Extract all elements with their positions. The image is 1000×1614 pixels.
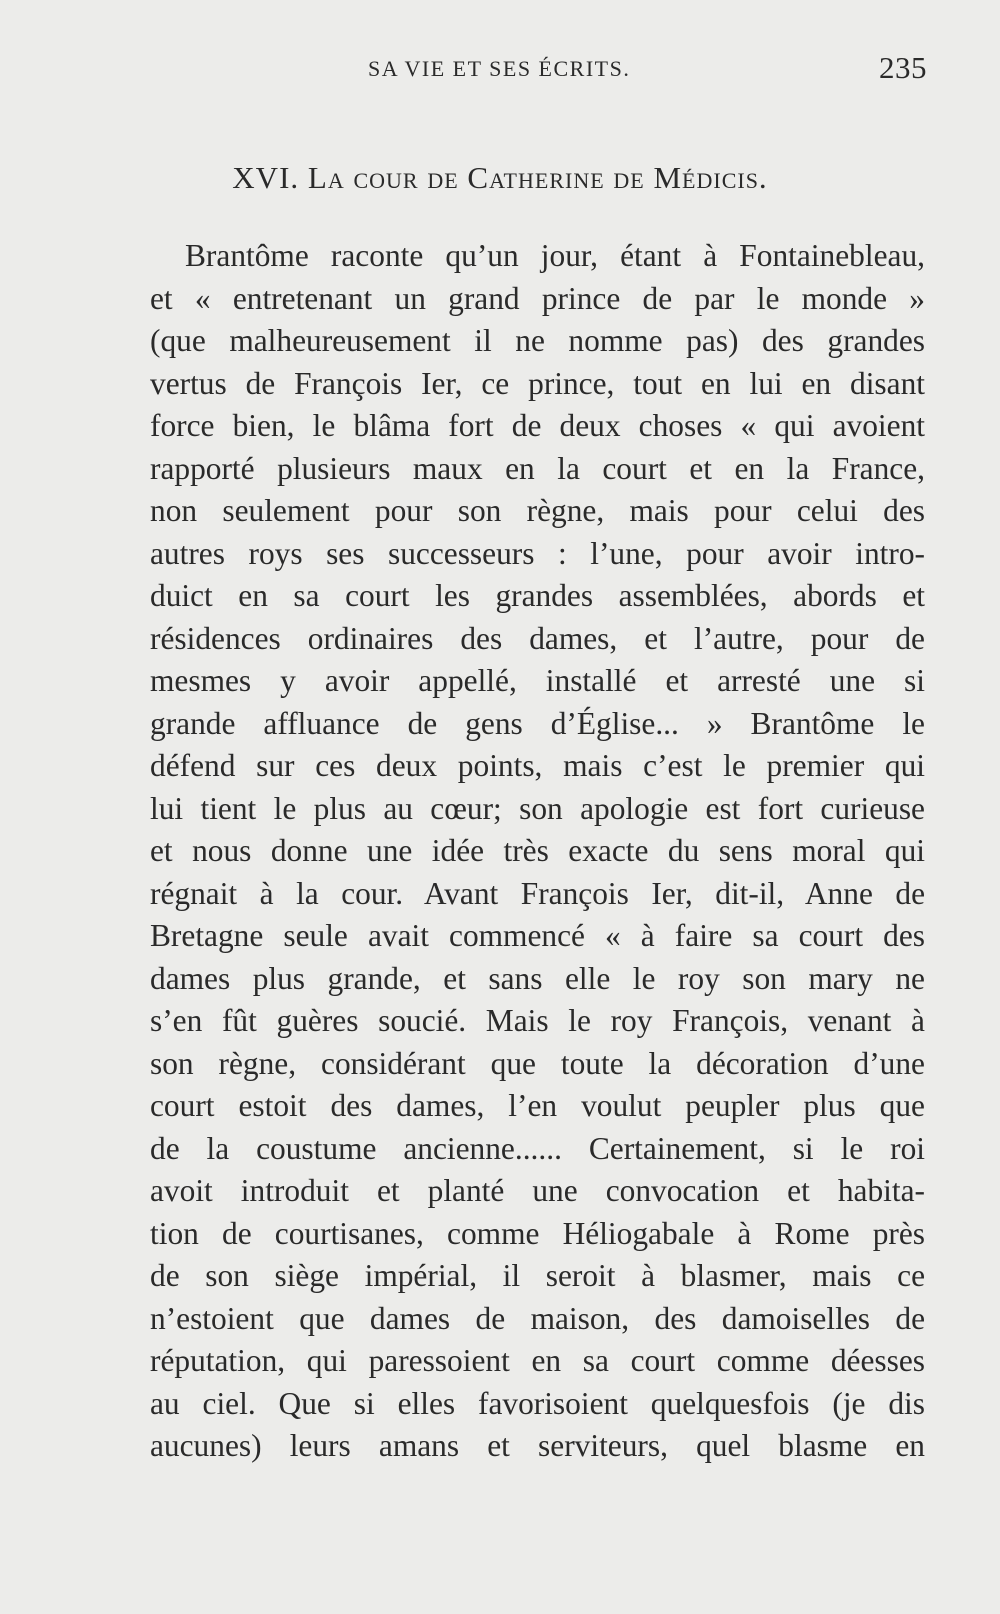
- text-line: Bretagne seule avait commencé « à faire sa court des: [150, 918, 925, 953]
- text-line: duict en sa court les grandes assemblées, abords et: [150, 578, 925, 613]
- text-line: rapporté plusieurs maux en la court et en la France,: [150, 450, 925, 486]
- text-line: Brantôme raconte qu’un jour, étant à Fontainebleau,: [185, 238, 925, 273]
- section-heading: [0, 160, 1000, 196]
- text-line: de son siège impérial, il seroit à blasmer, mais ce: [150, 1258, 925, 1293]
- text-line: aucunes) leurs amans et serviteurs, quel blasme en: [150, 1428, 925, 1463]
- text-line: s’en fût guères soucié. Mais le roy François, venant à: [150, 1003, 925, 1038]
- text-line: non seulement pour son règne, mais pour celui des: [150, 493, 925, 528]
- text-line: au ciel. Que si elles favorisoient quelquesfois (je dis: [150, 1385, 925, 1421]
- text-line: réputation, qui paressoient en sa court comme déesses: [150, 1343, 925, 1378]
- text-line: de la coustume ancienne...... Certainement, si le roi: [150, 1130, 925, 1166]
- text-line: son règne, considérant que toute la décoration d’une: [150, 1045, 925, 1081]
- text-line: et nous donne une idée très exacte du sens moral qui: [150, 833, 925, 868]
- page-number: 235: [879, 50, 927, 85]
- text-line: vertus de François Ier, ce prince, tout en lui en disant: [150, 365, 925, 401]
- text-line: résidences ordinaires des dames, et l’autre, pour de: [150, 620, 925, 656]
- text-line: défend sur ces deux points, mais c’est le premier qui: [150, 748, 925, 783]
- text-line: force bien, le blâma fort de deux choses « qui avoient: [150, 408, 925, 443]
- text-line: n’estoient que dames de maison, des damoiselles de: [150, 1300, 925, 1336]
- text-line: court estoit des dames, l’en voulut peupler plus que: [150, 1088, 925, 1123]
- text-line: autres roys ses successeurs : l’une, pour avoir intro-: [150, 535, 925, 571]
- running-head: [0, 50, 1000, 90]
- text-line: dames plus grande, et sans elle le roy son mary ne: [150, 960, 925, 996]
- text-line: avoit introduit et planté une convocation et habita-: [150, 1173, 925, 1208]
- text-line: lui tient le plus au cœur; son apologie est fort curieuse: [150, 790, 925, 826]
- text-line: et « entretenant un grand prince de par le monde »: [150, 280, 925, 316]
- text-line: (que malheureusement il ne nomme pas) des grandes: [150, 323, 925, 358]
- text-line: grande affluance de gens d’Église... » Brantôme le: [150, 705, 925, 741]
- text-line: régnait à la cour. Avant François Ier, dit-il, Anne de: [150, 875, 925, 911]
- text-line: tion de courtisanes, comme Héliogabale à Rome près: [150, 1215, 925, 1251]
- text-line: mesmes y avoir appellé, installé et arresté une si: [150, 663, 925, 698]
- running-title: SA VIE ET SES ÉCRITS.: [368, 56, 631, 81]
- body-text: [150, 235, 925, 1468]
- section-title: La cour de Catherine de Médicis.: [307, 160, 768, 195]
- section-number: XVI.: [232, 160, 300, 195]
